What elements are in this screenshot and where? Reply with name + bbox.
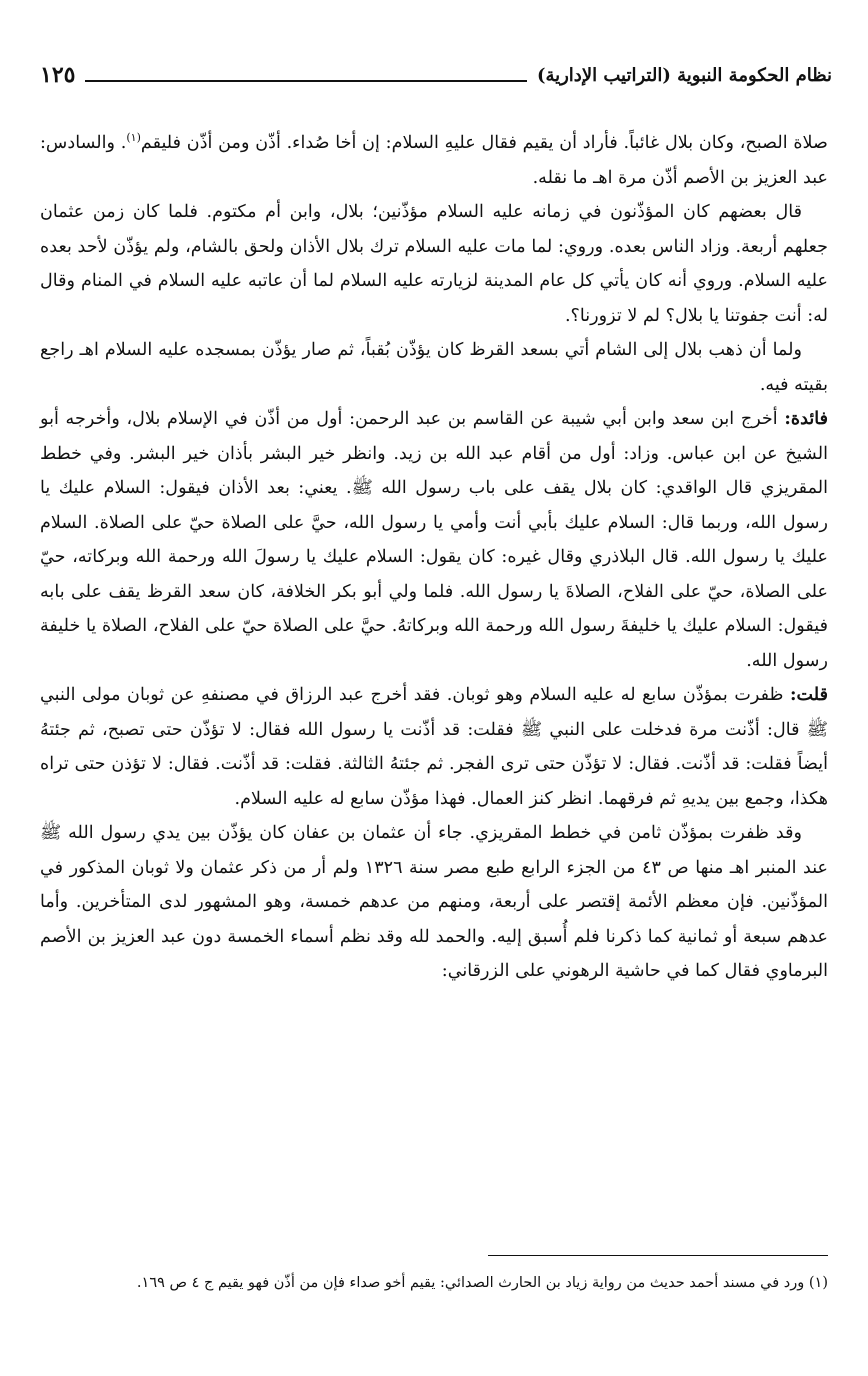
paragraph-1-text-end: . والسادس: عبد العزيز بن الأصم أذّن مرة اهـ ما نقله. [40,133,828,188]
footnote-rule [488,1255,828,1256]
page-number: ١٢٥ [40,62,76,88]
paragraph-4 [40,402,828,678]
header-title: نظام الحكومة النبوية (التراتيب الإدارية) [536,64,832,86]
paragraph-4-lead: فائدة: [784,408,828,429]
running-header [40,58,832,92]
paragraph-6: وقد ظفرت بمؤذّن ثامن في خطط المقريزي. جاء أن عثمان بن عفان كان يؤذّن بين يدي رسول الله ﷺ عند المنبر اهـ منها ص ٤٣ من الجزء الرابع طبع مصر سنة ١٣٢٦ ولم أر من ذكر عثمان ولا ثوبان المذكور في المؤذّنين. فإن معظم الأئمة إقتصر على أربعة، ومنهم من عدهم خمسة، وهو المشهور لدى المتأخرين. وأما عدهم سبعة أو ثمانية كما ذكرنا فلم أُسبق إليه. والحمد لله وقد نظم أسماء الخمسة دون عبد العزيز بن الأصم البرماوي فقال كما في حاشية الرهوني على الزرقاني: [40,823,829,981]
paragraph-1-text: صلاة الصبح، وكان بلال غائباً. فأراد أن يقيم فقال عليهِ السلام: إن أخا صُداء. أذّن ومن أذّن فليقم [140,133,828,153]
paragraph-3: ولما أن ذهب بلال إلى الشام أتي بسعد القرظ كان يؤذّن بُقباً، ثم صار يؤذّن بمسجده عليه السلام اهـ راجع بقيته فيه. [40,340,828,395]
footnote-1: (١) ورد في مسند أحمد حديث من رواية زياد بن الحارث الصدائي: يقيم أخو صداء فإن من أذّن فهو يقيم ج ٤ ص ١٦٩. [136,1275,828,1291]
paragraph-5-lead: قلت: [789,684,828,705]
paragraph-5 [40,678,828,816]
paragraph-4-text: أخرج ابن سعد وابن أبي شيبة عن القاسم بن عبد الرحمن: أول من أذّن في الإسلام بلال، وأخرجه أبو الشيخ عن ابن عباس. وزاد: أول من أقام عبد الله بن زيد. وانظر خير البشر بأذان خير البشر. وفي خطط المقريزي قال الواقدي: كان بلال يقف على باب رسول الله ﷺ. يعني: بعد الأذان فيقول: السلام عليك يا رسول الله، وربما قال: السلام عليك بأبي أنت وأمي يا رسول الله، حيَّ على الصلاة حيّ على الصلاة. السلام عليك يا رسول الله. قال البلاذري وقال غيره: كان يقول: السلام عليك يا رسولَ الله ورحمة الله وبركاته، حيّ على الصلاة، حيّ على الفلاح، الصلاةَ يا رسول الله. فلما ولي أبو بكر الخلافة، كان سعد القرظ يقف على بابه فيقول: السلام عليك يا خليفةَ رسول الله ورحمة الله وبركاتهُ. حيَّ على الصلاة حيّ على الفلاح، الصلاة يا خليفة رسول الله. [40,409,828,671]
paragraph-1 [40,126,828,195]
header-rule [85,80,526,82]
footnotes [40,1268,828,1298]
body-text [40,126,828,989]
paragraph-5-text: ظفرت بمؤذّن سابع له عليه السلام وهو ثوبان. فقد أخرج عبد الرزاق في مصنفهِ عن ثوبان مولى النبي ﷺ قال: أذّنت مرة فدخلت على النبي ﷺ فقلت: قد أذّنت يا رسول الله فقال: لا تؤذّن حتى تصبح، ثم جئتهُ أيضاً فقلت: قد أذّنت. فقال: لا تؤذّن حتى ترى الفجر. ثم جئتهُ الثالثة. فقلت: قد أذّنت. فقال: لا تؤذن حتى تراه هكذا، وجمع بين يديهِ ثم فرقهما. انظر كنز العمال. فهذا مؤذّن سابع له عليه السلام. [40,685,828,809]
paragraph-2: قال بعضهم كان المؤذّنون في زمانه عليه السلام مؤذّنين؛ بلال، وابن أم مكتوم. فلما كان زمن عثمان جعلهم أربعة. وزاد الناس بعده. وروي: لما مات عليه السلام ترك بلال الأذان ولحق بالشام، ولم يؤذّن لأحد بعده عليه السلام. وروي أنه كان يأتي كل عام المدينة لزيارته عليه السلام لما أن عاتبه عليه السلام في المنام وقال له: أنت جفوتنا يا بلال؟ لم لا تزورنا؟. [40,202,828,326]
footnote-reference: (١) [126,131,141,145]
